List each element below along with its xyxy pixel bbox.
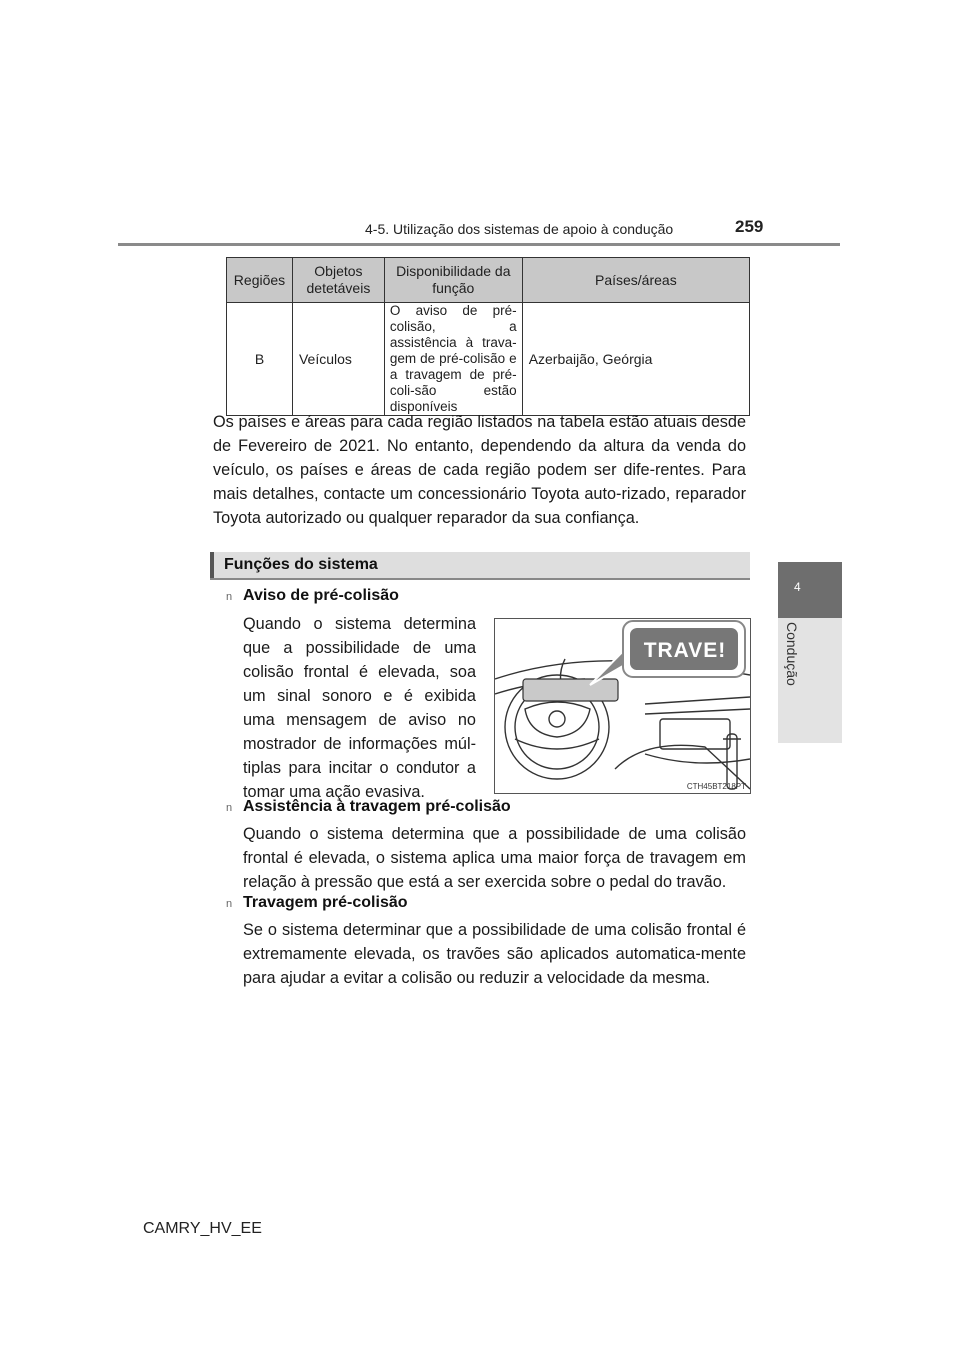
table-header-row — [227, 258, 750, 303]
running-header: 4-5. Utilização dos sistemas de apoio à condução — [365, 221, 674, 237]
section-rule — [210, 578, 750, 580]
chapter-label: Condução — [784, 622, 800, 686]
figure-code: CTH45BT218PT — [686, 782, 746, 791]
item-title-pre-collision-warning: Aviso de pré-colisão — [243, 587, 399, 604]
section-heading-bar — [210, 552, 214, 578]
table-header-cell: Disponibilidade da função — [384, 258, 522, 303]
table-header-cell: Países/áreas — [522, 258, 749, 303]
dashboard-illustration — [494, 618, 751, 794]
header-rule — [118, 243, 840, 246]
chapter-tab-label — [778, 618, 842, 743]
footer-model-code: CAMRY_HV_EE — [143, 1220, 262, 1237]
chapter-number: 4 — [794, 580, 801, 594]
countries-cell: Azerbaijão, Geórgia — [522, 303, 749, 416]
item-title-brake-assist: Assistência à travagem pré-colisão — [243, 798, 511, 815]
page-number: 259 — [735, 217, 764, 236]
bullet-marker: n — [226, 802, 233, 814]
bullet-marker: n — [226, 898, 233, 910]
bullet-marker: n — [226, 591, 233, 603]
table-row — [227, 303, 750, 416]
table-header-cell: Objetos detetáveis — [292, 258, 384, 303]
availability-cell: O aviso de pré-colisão, a assistência à trava-gem de pré-colisão e a travagem de pré-coli-são estão disponíveis — [384, 303, 522, 416]
multi-info-display — [523, 679, 618, 701]
section-heading-title: Funções do sistema — [224, 556, 378, 573]
objects-cell: Veículos — [292, 303, 384, 416]
warning-banner-text: TRAVE! — [643, 639, 727, 662]
item-text-pre-collision-warning: Quando o sistema determina que a possibilidade de uma colisão frontal é elevada, soa um sinal sonoro e é exibida uma mensagem de aviso no mostrador de informações múl-tiplas para incitar o condutor a tomar uma ação evasiva. — [243, 615, 476, 801]
item-text-brake-assist: Quando o sistema determina que a possibilidade de uma colisão frontal é elevada, o sistema aplica uma maior força de travagem em relação à pressão que está a ser exercida sobre o pedal do travão. — [243, 825, 746, 891]
section-heading — [210, 552, 750, 578]
item-text-pre-collision-braking: Se o sistema determinar que a possibilidade de uma colisão frontal é extremamente elevada, os travões são aplicados automatica-mente para ajudar a evitar a colisão ou reduzir a velocidade da mesma. — [243, 921, 746, 987]
item-title-pre-collision-braking: Travagem pré-colisão — [243, 894, 408, 911]
regions-table — [226, 257, 750, 416]
chapter-tab-number — [778, 562, 842, 618]
intro-paragraph: Os países e áreas para cada região listados na tabela estão atuais desde de Fevereiro de 2021. No entanto, dependendo da altura da venda do veículo, os países e áreas de cada região podem ser dife-rentes. Para mais detalhes, contacte um concessionário Toyota auto-rizado, reparador Toyota autorizado ou qualquer reparador da sua confiança. — [213, 413, 746, 527]
table-header-cell: Regiões — [227, 258, 293, 303]
region-cell: B — [227, 303, 293, 416]
